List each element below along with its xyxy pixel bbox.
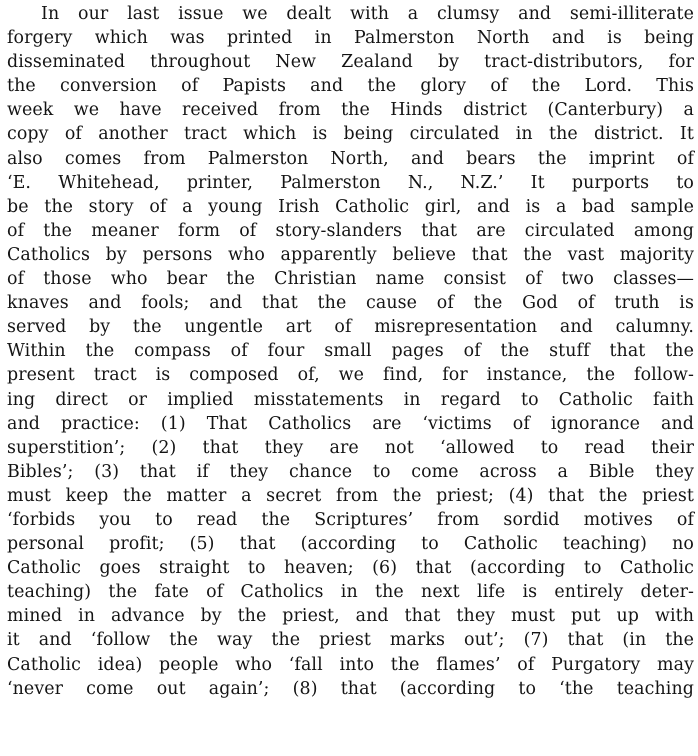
text-line: and practice: (1) That Catholics are ‘victims of ignorance and xyxy=(7,413,694,434)
text-line: ‘never come out again’; (8) that (according to ‘the teaching xyxy=(7,678,694,699)
text-line: the conversion of Papists and the glory of the Lord. This xyxy=(7,76,694,97)
text-line: served by the ungentle art of misrepresentation and calumny. xyxy=(7,317,694,338)
text-line: also comes from Palmerston North, and bears the imprint of xyxy=(7,148,694,169)
text-line: of the meaner form of story-slanders that are circulated among xyxy=(7,220,694,241)
text-line: Catholics by persons who apparently believe that the vast majority xyxy=(7,244,694,265)
text-line: disseminated throughout New Zealand by tract-distributors, for xyxy=(7,52,694,73)
text-line: forgery which was printed in Palmerston North and is being xyxy=(7,28,694,49)
text-line: copy of another tract which is being circulated in the district. It xyxy=(7,124,694,145)
text-line: superstition’; (2) that they are not ‘allowed to read their xyxy=(7,437,694,458)
text-line: Catholic goes straight to heaven; (6) that (according to Catholic xyxy=(7,558,694,579)
text-line: it and ‘follow the way the priest marks out’; (7) that (in the xyxy=(7,630,694,651)
text-line: ing direct or implied misstatements in regard to Catholic faith xyxy=(7,389,694,410)
text-line: week we have received from the Hinds district (Canterbury) a xyxy=(7,100,694,121)
text-line: must keep the matter a secret from the priest; (4) that the priest xyxy=(7,485,694,506)
text-line: be the story of a young Irish Catholic girl, and is a bad sample xyxy=(7,196,694,217)
text-line: personal profit; (5) that (according to Catholic teaching) no xyxy=(7,534,694,555)
text-line: mined in advance by the priest, and that they must put up with xyxy=(7,606,694,627)
text-line: Within the compass of four small pages of the stuff that the xyxy=(7,341,694,362)
text-line: In our last issue we dealt with a clumsy and semi-illiterate xyxy=(41,4,694,24)
text-line: Bibles’; (3) that if they chance to come across a Bible they xyxy=(7,461,694,482)
text-line: ‘forbids you to read the Scriptures’ from sordid motives of xyxy=(7,509,694,530)
text-line: ‘E. Whitehead, printer, Palmerston N., N.Z.’ It purports to xyxy=(7,172,694,193)
text-line: teaching) the fate of Catholics in the next life is entirely deter- xyxy=(7,582,694,603)
text-line: knaves and fools; and that the cause of the God of truth is xyxy=(7,293,694,314)
text-line: present tract is composed of, we find, for instance, the follow- xyxy=(7,365,694,386)
text-line: of those who bear the Christian name consist of two classes— xyxy=(7,269,694,290)
text-line: Catholic idea) people who ‘fall into the flames’ of Purgatory may xyxy=(7,654,694,675)
